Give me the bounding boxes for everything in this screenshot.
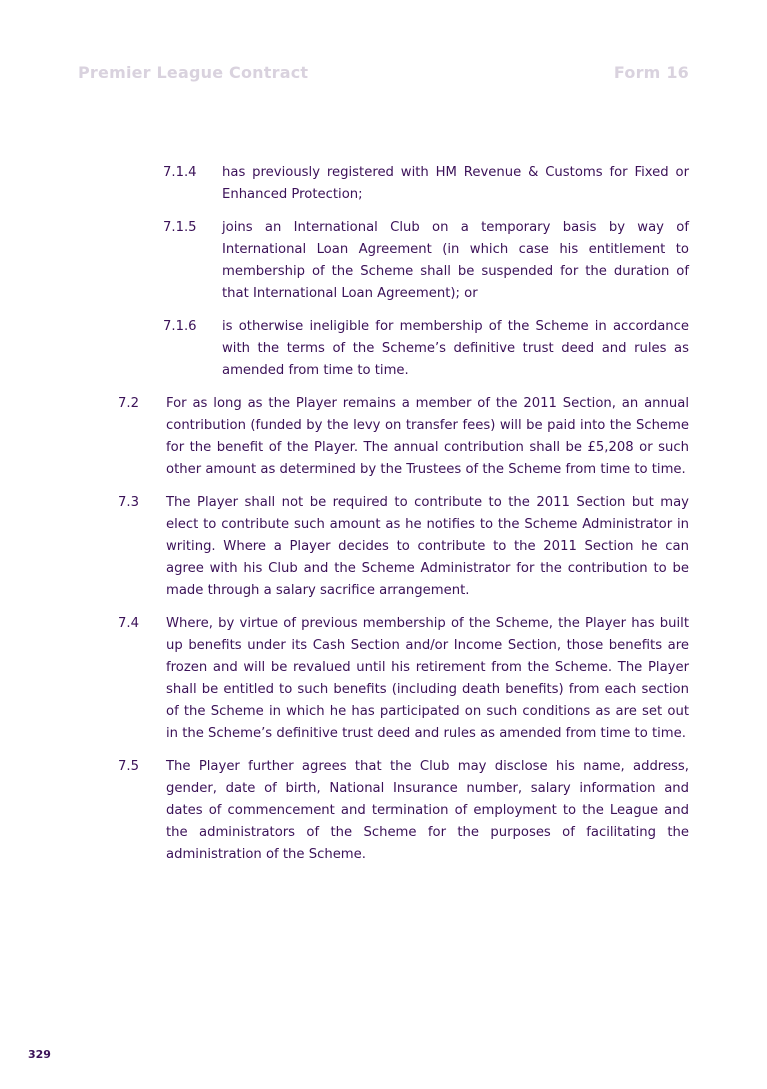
clause-text: Where, by virtue of previous membership of the Scheme, the Player has built up benefits under its Cash Section and/or Income Section, those benefits are frozen and will be revalued until his retirement from the Scheme. The Player shall be entitled to such benefits (including death benefits) from each section of the Scheme in which he has participated on such conditions as are set out in the Scheme’s definitive trust deed and rules as amended from time to time. [166,616,689,741]
clause-7-5 [118,756,689,866]
clause-7-4 [118,613,689,745]
subclause-number: 7.1.5 [163,220,197,235]
clause-number: 7.4 [118,616,139,631]
subclause-7-1-4 [163,162,689,206]
clause-number: 7.5 [118,759,139,774]
document-body [118,162,689,877]
subclause-text: has previously registered with HM Revenue & Customs for Fixed or Enhanced Protection; [222,165,689,202]
document-title: Premier League Contract [78,63,309,82]
subclause-7-1-6 [163,316,689,382]
subclause-text: joins an International Club on a temporary basis by way of International Loan Agreement (in which case his entitlement to membership of the Scheme shall be suspended for the duration of that International Loan Agreement); or [222,220,689,301]
subclause-7-1-5 [163,217,689,305]
subclause-number: 7.1.6 [163,319,197,334]
clause-text: For as long as the Player remains a member of the 2011 Section, an annual contribution (funded by the levy on transfer fees) will be paid into the Scheme for the benefit of the Player. The annual contribution shall be £5,208 or such other amount as determined by the Trustees of the Scheme from time to time. [166,396,689,477]
clause-number: 7.2 [118,396,139,411]
clause-text: The Player further agrees that the Club may disclose his name, address, gender, date of birth, National Insurance number, salary information and dates of commencement and termination of employment to the League and the administrators of the Scheme for the purposes of facilitating the administration of the Scheme. [166,759,689,862]
clause-7-2 [118,393,689,481]
subclause-number: 7.1.4 [163,165,197,180]
page-number: 329 [28,1048,51,1061]
form-label: Form 16 [613,63,689,82]
subclause-text: is otherwise ineligible for membership of the Scheme in accordance with the terms of the Scheme’s definitive trust deed and rules as amended from time to time. [222,319,689,378]
clause-number: 7.3 [118,495,139,510]
clause-7-3 [118,492,689,602]
clause-text: The Player shall not be required to contribute to the 2011 Section but may elect to contribute such amount as he notifies to the Scheme Administrator in writing. Where a Player decides to contribute to the 2011 Section he can agree with his Club and the Scheme Administrator for the contribution to be made through a salary sacrifice arrangement. [166,495,689,598]
